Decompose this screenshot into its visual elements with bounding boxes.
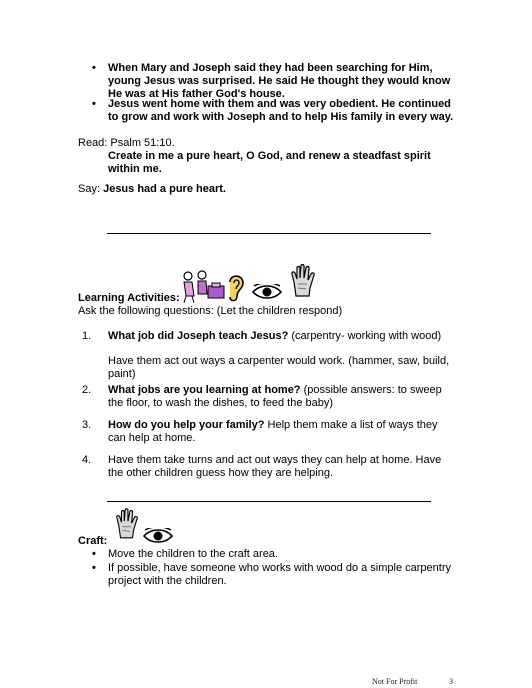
read-label: Read: — [78, 137, 108, 149]
craft-heading: Craft: — [78, 535, 108, 547]
bullet-dot: • — [92, 562, 96, 574]
item-question: What job did Joseph teach Jesus? — [108, 330, 289, 342]
ear-icon — [226, 272, 246, 304]
craft-bullet — [92, 562, 462, 590]
intro-bullet-text: When Mary and Joseph said they had been searching for Him, young Jesus was surprised. He said He thought they would know He was at His father God's house. — [108, 62, 451, 100]
people-at-table-icon — [180, 270, 228, 304]
learning-instruction: Ask the following questions: (Let the children respond) — [78, 305, 343, 317]
item-detail: (possible answers: to sweep the floor, to wash the dishes, to feed the baby) — [108, 384, 442, 409]
say-text: Jesus had a pure heart. — [103, 183, 226, 195]
bullet-dot: • — [92, 62, 96, 74]
hand-icon — [115, 508, 139, 540]
learning-item — [108, 419, 458, 445]
read-reference: Psalm 51:10. — [110, 137, 175, 149]
eye-icon — [142, 528, 174, 544]
intro-bullet — [92, 62, 462, 102]
intro-bullet-text: Jesus went home with them and was very obedient. He continued to grow and work with Joseph and to help His family in every way. — [108, 98, 454, 123]
divider — [107, 233, 431, 234]
page-number: 3 — [449, 677, 453, 686]
craft-bullet-text: Move the children to the craft area. — [108, 548, 278, 560]
intro-bullet — [92, 98, 462, 126]
item-number: 2. — [82, 384, 92, 396]
learning-item — [108, 330, 458, 343]
item-number: 3. — [82, 419, 92, 431]
say-label: Say: — [78, 183, 101, 195]
item-question: How do you help your family? — [108, 419, 265, 431]
item-detail: Help them make a list of ways they can help at home. — [108, 419, 438, 444]
item-number: 4. — [82, 454, 92, 466]
hand-icon — [290, 264, 316, 298]
item-detail: Have them take turns and act out ways they can help at home. Have the other children guess how they are helping. — [108, 454, 442, 479]
craft-bullet-text: If possible, have someone who works with wood do a simple carpentry project with the children. — [108, 562, 452, 587]
read-line — [78, 137, 175, 150]
item-question: What jobs are you learning at home? — [108, 384, 301, 396]
say-line — [78, 183, 226, 196]
bullet-dot: • — [92, 548, 96, 560]
eye-icon — [251, 284, 283, 300]
item-number: 1. — [82, 330, 92, 342]
item-detail: (carpentry- working with wood) — [288, 330, 442, 342]
item-extra: Have them act out ways a carpenter would work. (hammer, saw, build, paint) — [108, 355, 450, 380]
divider — [107, 501, 431, 502]
craft-bullet — [92, 548, 462, 562]
learning-item — [108, 454, 458, 480]
footer-text: Not For Profit — [372, 677, 418, 686]
read-verse: Create in me a pure heart, O God, and renew a steadfast spirit within me. — [108, 150, 431, 175]
bullet-dot: • — [92, 98, 96, 110]
learning-heading: Learning Activities: — [78, 292, 180, 304]
learning-item — [108, 384, 458, 410]
